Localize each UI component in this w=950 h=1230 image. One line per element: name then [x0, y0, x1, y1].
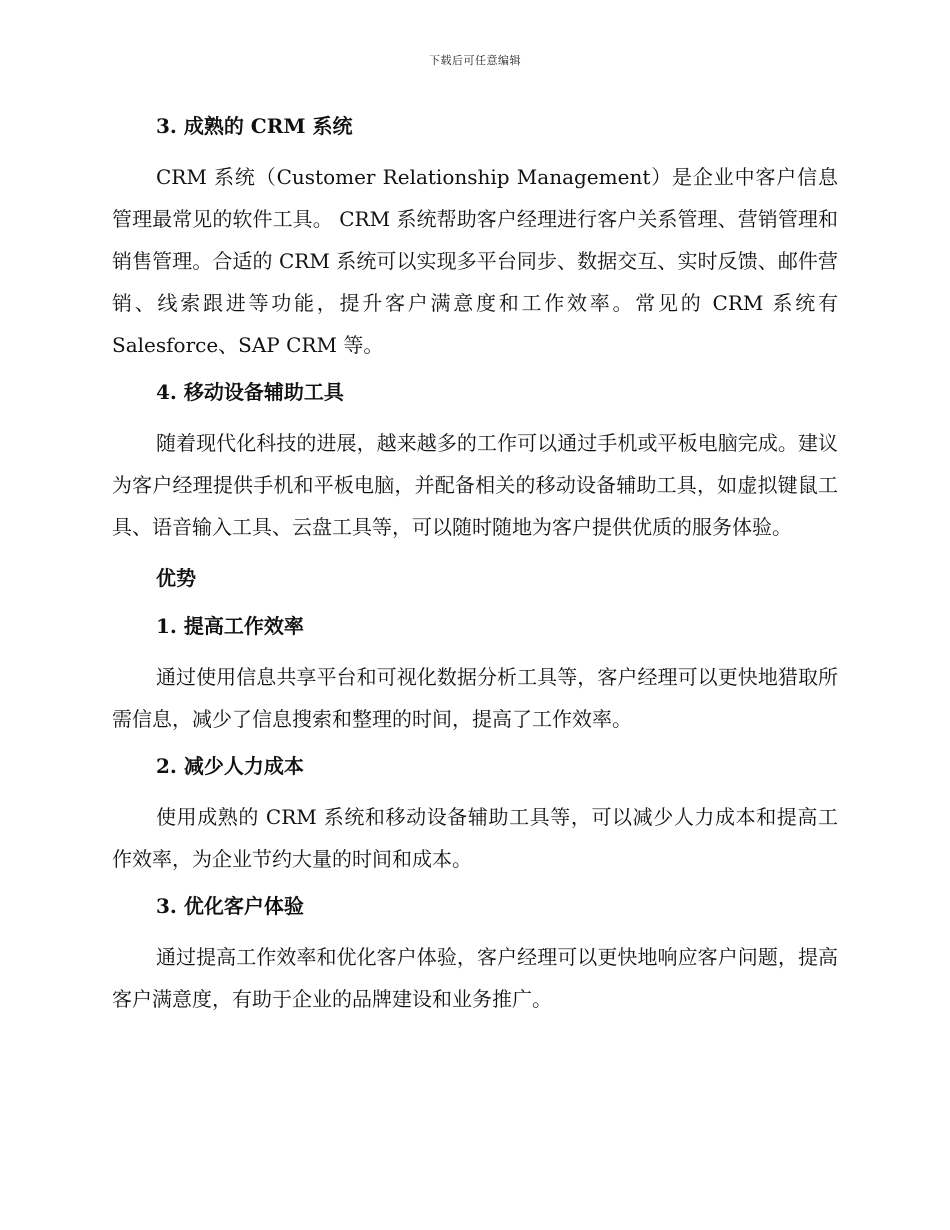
section-paragraph-experience: 通过提高工作效率和优化客户体验，客户经理可以更快地响应客户问题，提高客户满意度，有助于企业的品牌建设和业务推广。: [112, 945, 838, 1011]
section-heading-advantages: 优势: [156, 566, 196, 590]
page-header-note: 下载后可任意编辑: [429, 54, 521, 67]
document-body: [112, 108, 838, 1020]
section-paragraph-crm: CRM 系统（Customer Relationship Management）是企业中客户信息管理最常见的软件工具。 CRM 系统帮助客户经理进行客户关系管理、营销管理和销售管理。合适的 CRM 系统可以实现多平台同步、数据交互、实时反馈、邮件营销、线索跟进等功能，提升客户满意度和工作效率。常见的 CRM 系统有 Salesforce、SAP CRM 等。: [112, 165, 838, 357]
section-paragraph-efficiency: 通过使用信息共享平台和可视化数据分析工具等，客户经理可以更快地猎取所需信息，减少了信息搜索和整理的时间，提高了工作效率。: [112, 665, 838, 731]
section-heading-cost: 2. 减少人力成本: [156, 754, 304, 778]
section-paragraph-mobile-tools: 随着现代化科技的进展，越来越多的工作可以通过手机或平板电脑完成。建议为客户经理提供手机和平板电脑，并配备相关的移动设备辅助工具，如虚拟键鼠工具、语音输入工具、云盘工具等，可以随时随地为客户提供优质的服务体验。: [112, 431, 838, 539]
section-heading-efficiency: 1. 提高工作效率: [156, 614, 304, 638]
section-heading-mobile-tools: 4. 移动设备辅助工具: [156, 380, 344, 404]
section-paragraph-cost: 使用成熟的 CRM 系统和移动设备辅助工具等，可以减少人力成本和提高工作效率，为企业节约大量的时间和成本。: [112, 805, 838, 871]
section-heading-crm: 3. 成熟的 CRM 系统: [156, 114, 353, 138]
section-heading-experience: 3. 优化客户体验: [156, 894, 304, 918]
